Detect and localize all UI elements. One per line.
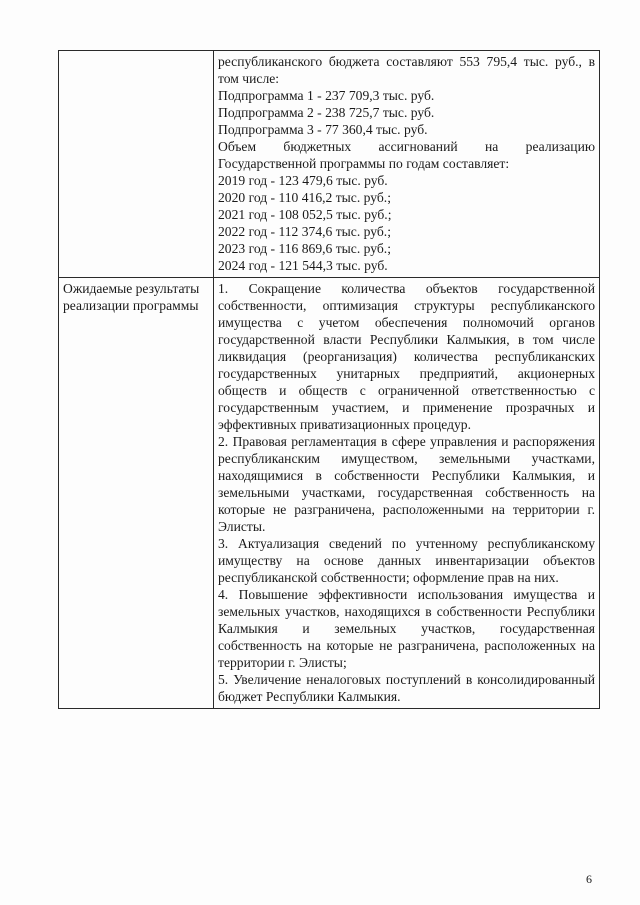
funding-label-cell: [59, 51, 214, 278]
funding-line: 2024 год - 121 544,3 тыс. руб.: [218, 258, 388, 273]
expected-results-label: Ожидаемые результаты реализации программы: [59, 278, 214, 709]
funding-line: республиканского бюджета составляют 553 795,4 тыс. руб., в том числе:: [218, 54, 595, 86]
funding-line: 2019 год - 123 479,6 тыс. руб.: [218, 173, 388, 188]
result-item: 2. Правовая регламентация в сфере управления и распоряжения республиканским имуществом, земельными участками, находящимися в собственности Республики Калмыкия, и земельными участками, государственная собственность на которые не разграничена, расположенными на территории г. Элисты.: [218, 434, 595, 534]
funding-line: 2023 год - 116 869,6 тыс. руб.;: [218, 241, 391, 256]
result-item: 3. Актуализация сведений по учтенному республиканскому имуществу на основе данных инвентаризации объектов республиканской собственности; оформление прав на них.: [218, 536, 595, 585]
result-item: 5. Увеличение неналоговых поступлений в консолидированный бюджет Республики Калмыкия.: [218, 672, 595, 704]
program-passport-table: [58, 50, 600, 709]
funding-line: 2020 год - 110 416,2 тыс. руб.;: [218, 190, 391, 205]
table-row-expected-results: [59, 278, 600, 709]
result-item: 1. Сокращение количества объектов государственной собственности, оптимизация структуры республиканского имущества с учетом обеспечения полномочий органов государственной власти Республики Калмыкия, в том числе ликвидация (реорганизация) количества республиканских государственных унитарных предприятий, акционерных обществ и обществ с ограниченной ответственностью с государственным участием, и применение прозрачных и эффективных приватизационных процедур.: [218, 281, 595, 432]
page-number: 6: [586, 872, 592, 886]
funding-line: Объем бюджетных ассигнований на реализацию Государственной программы по годам составляет:: [218, 139, 595, 171]
funding-line: 2021 год - 108 052,5 тыс. руб.;: [218, 207, 392, 222]
table-row-funding: [59, 51, 600, 278]
funding-line: Подпрограмма 2 - 238 725,7 тыс. руб.: [218, 105, 435, 120]
funding-line: 2022 год - 112 374,6 тыс. руб.;: [218, 224, 391, 239]
funding-line: Подпрограмма 1 - 237 709,3 тыс. руб.: [218, 88, 435, 103]
expected-results-content-cell: [214, 278, 600, 709]
result-item: 4. Повышение эффективности использования имущества и земельных участков, находящихся в собственности Республики Калмыкия и земельных участков, государственная собственность на которые не разграничена, расположенных на территории г. Элисты;: [218, 587, 595, 670]
funding-content-cell: [214, 51, 600, 278]
funding-line: Подпрограмма 3 - 77 360,4 тыс. руб.: [218, 122, 428, 137]
